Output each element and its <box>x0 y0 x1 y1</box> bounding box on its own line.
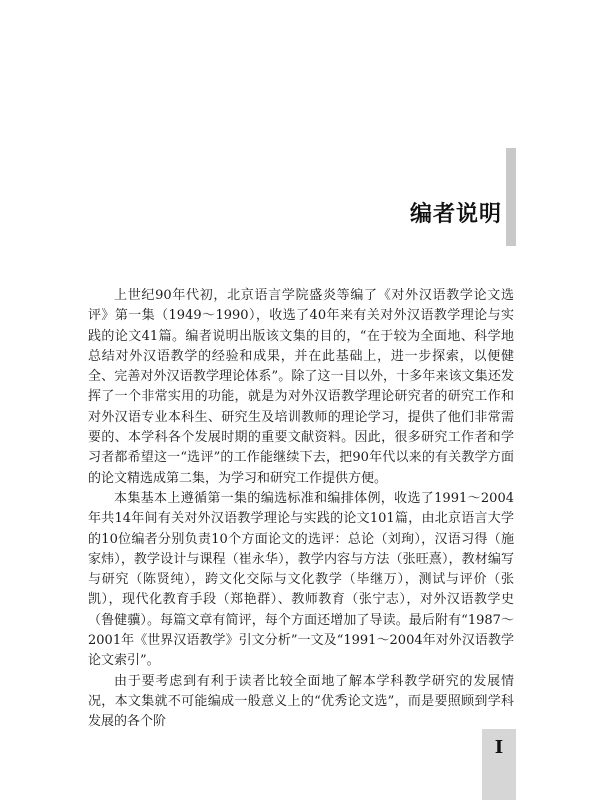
page-title: 编者说明 <box>409 201 502 227</box>
page-number: I <box>494 737 504 758</box>
body-text <box>88 286 514 733</box>
paragraph-2: 本集基本上遵循第一集的编选标准和编排体例，收选了1991～2004年共14年间有关对外汉语教学理论与实践的论文101篇，由北京语言大学的10位编者分别负责10个方面论文的选评：总论（刘珣），汉语习得（施家炜），教学设计与课程（崔永华），教学内容与方法（张旺熹），教材编写与研究（陈贤纯），跨文化交际与文化教学（毕继万），测试与评价（张凯），现代化教育手段（郑艳群）、教师教育（张宁志），对外汉语教学史（鲁健骥）。每篇文章有简评，每个方面还增加了导读。最后附有“1987～2001年《世界汉语教学》引文分析”一文及“1991～2004年对外汉语教学论文索引”。 <box>88 490 514 669</box>
title-accent-bar <box>506 148 516 246</box>
paragraph-3: 由于要考虑到有利于读者比较全面地了解本学科教学研究的发展情况，本文集就不可能编成一般意义上的“优秀论文选”，而是要照顾到学科发展的各个阶 <box>88 673 514 730</box>
page-number-box <box>482 729 516 800</box>
paragraph-1: 上世纪90年代初，北京语言学院盛炎等编了《对外汉语教学论文选评》第一集（1949～1990），收选了40年来有关对外汉语教学理论与实践的论文41篇。编者说明出版该文集的目的，“在于较为全面地、科学地总结对外汉语教学的经验和成果，并在此基础上，进一步探索，以便健全、完善对外汉语教学理论体系”。除了这一目以外，十多年来该文集还发挥了一个非常实用的功能，就是为对外汉语教学理论研究者的研究工作和对外汉语专业本科生、研究生及培训教师的理论学习，提供了他们非常需要的、本学科各个发展时期的重要文献资料。因此，很多研究工作者和学习者都希望这一“选评”的工作能继续下去，把90年代以来的有关教学方面的论文精选成第二集，为学习和研究工作提供方便。 <box>88 288 514 486</box>
